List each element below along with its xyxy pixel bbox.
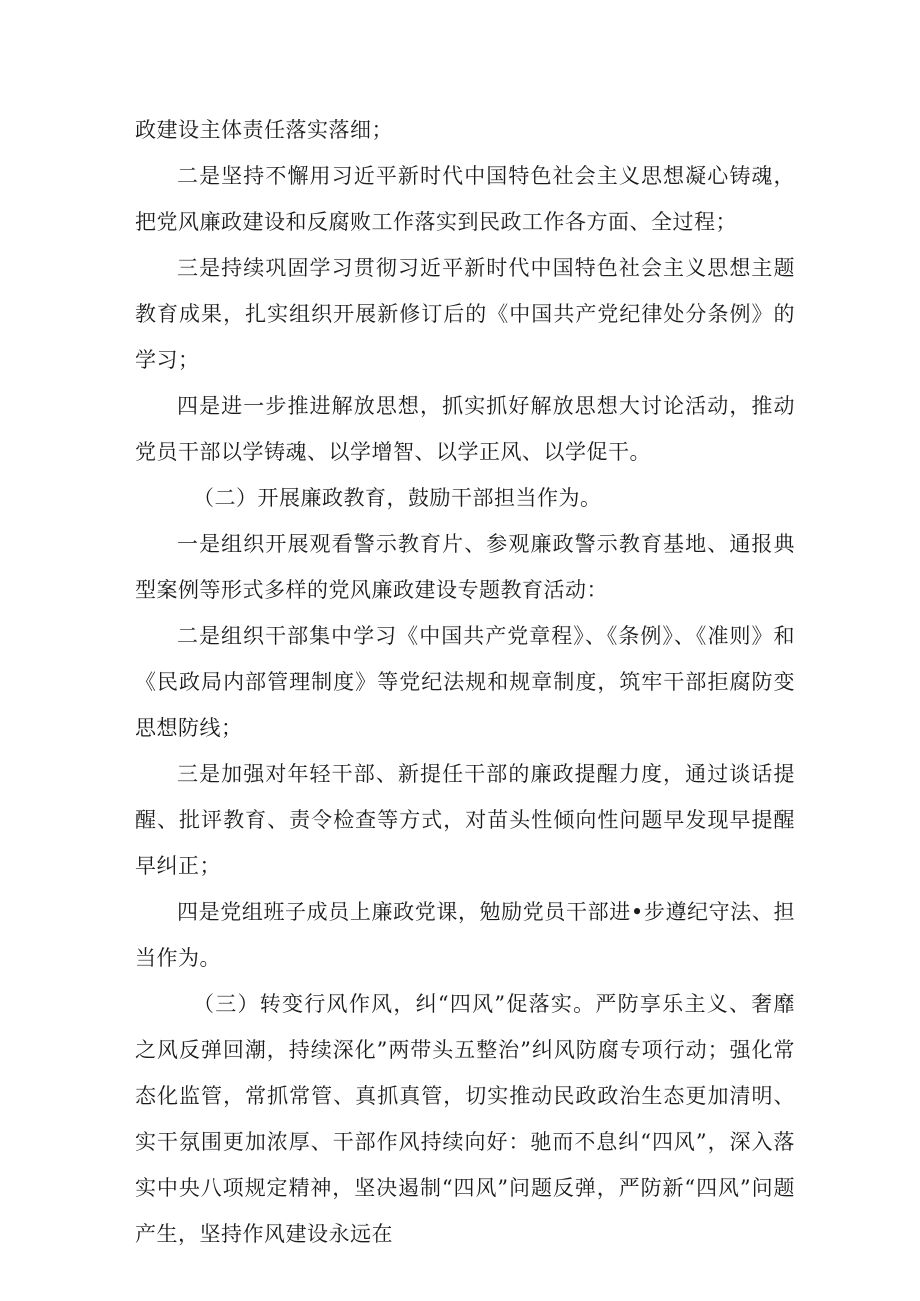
paragraph-item-3: 三是持续巩固学习贯彻习近平新时代中国特色社会主义思想主题教育成果，扎实组织开展新修订后的《中国共产党纪律处分条例》的学习； (135, 256, 795, 372)
section-heading-2: （二）开展廉政教育，鼓励干部担当作为。 (193, 486, 602, 510)
paragraph-item-3: 三是加强对年轻干部、新提任干部的廉政提醒力度，通过谈话提醒、批评教育、责令检查等方式，对苗头性倾向性问题早发现早提醒早纠正； (135, 762, 795, 878)
paragraph-item-2: 二是坚持不懈用习近平新时代中国特色社会主义思想凝心铸魂，把党风廉政建设和反腐败工作落实到民政工作各方面、全过程； (135, 164, 795, 234)
paragraph-item-4: 四是党组班子成员上廉政党课，勉励党员干部进•步遵纪守法、担当作为。 (135, 900, 795, 970)
paragraph-continuation: 政建设主体责任落实落细； (135, 118, 393, 142)
paragraph-item-2: 二是组织干部集中学习《中国共产党章程》、《条例》、《准则》和《民政局内部管理制度》等党纪法规和规章制度，筑牢干部拒腐防变思想防线； (135, 624, 795, 740)
paragraph-item-1: 一是组织开展观看警示教育片、参观廉政警示教育基地、通报典型案例等形式多样的党风廉政建设专题教育活动： (135, 532, 795, 602)
document-body (135, 107, 795, 1257)
paragraph-item-4: 四是进一步推进解放思想，抓实抓好解放思想大讨论活动，推动党员干部以学铸魂、以学增智、以学正风、以学促干。 (135, 394, 795, 464)
section-heading-3: （三）转变行风作风，纠“四风”促落实。严防享乐主义、奢靡之风反弹回潮，持续深化”两带头五整治”纠风防腐专项行动；强化常态化监管，常抓常管、真抓真管，切实推动民政政治生态更加清明、实干氛围更加浓厚、干部作风持续向好：驰而不息纠“四风”，深入落实中央八项规定精神，坚决遏制“四风”问题反弹，严防新“四风”问题产生，坚持作风建设永远在 (135, 992, 795, 1246)
